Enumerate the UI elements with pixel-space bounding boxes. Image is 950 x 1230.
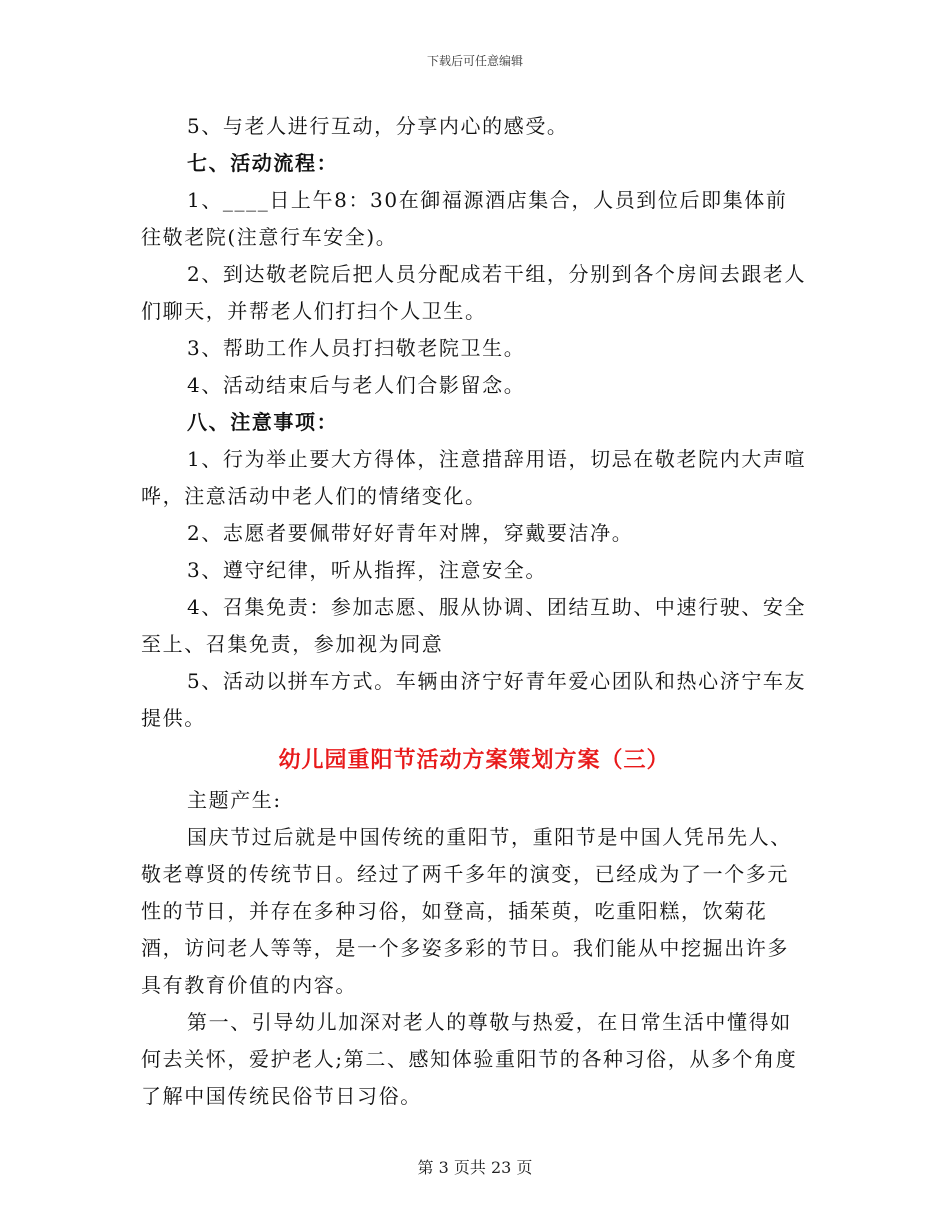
document-title: 幼儿园重阳节活动方案策划方案（三） xyxy=(278,747,670,773)
document-body xyxy=(141,108,807,1115)
flow-item-2: 2、到达敬老院后把人员分配成若干组，分别到各个房间去跟老人们聊天，并帮老人们打扫个人卫生。 xyxy=(141,262,807,323)
page-number: 第 3 页共 23 页 xyxy=(417,1158,533,1177)
flow-item-4: 4、活动结束后与老人们合影留念。 xyxy=(187,373,526,397)
paragraph-item-5: 5、与老人进行互动，分享内心的感受。 xyxy=(187,114,569,138)
body-paragraph-2: 第一、引导幼儿加深对老人的尊敬与热爱，在日常生活中懂得如何去关怀，爱护老人;第二、感知体验重阳节的各种习俗，从多个角度了解中国传统民俗节日习俗。 xyxy=(141,1010,798,1108)
note-item-5: 5、活动以拼车方式。车辆由济宁好青年爱心团队和热心济宁车友提供。 xyxy=(141,669,807,730)
flow-item-3: 3、帮助工作人员打扫敬老院卫生。 xyxy=(187,336,526,360)
section-heading-7: 七、活动流程： xyxy=(187,151,339,175)
note-item-4: 4、召集免责：参加志愿、服从协调、团结互助、中速行驶、安全至上、召集免责，参加视为同意 xyxy=(141,595,807,656)
header-note: 下载后可任意编辑 xyxy=(426,54,523,68)
subheading: 主题产生: xyxy=(187,788,282,812)
section-heading-8: 八、注意事项： xyxy=(187,410,339,434)
note-item-1: 1、行为举止要大方得体，注意措辞用语，切忌在敬老院内大声喧哗，注意活动中老人们的情绪变化。 xyxy=(141,447,807,508)
note-item-2: 2、志愿者要佩带好好青年对牌，穿戴要洁净。 xyxy=(187,521,634,545)
note-item-3: 3、遵守纪律，听从指挥，注意安全。 xyxy=(187,558,547,582)
body-paragraph-1: 国庆节过后就是中国传统的重阳节，重阳节是中国人凭吊先人、敬老尊贤的传统节日。经过了两千多年的演变，已经成为了一个多元性的节日，并存在多种习俗，如登高，插茱萸，吃重阳糕，饮菊花酒，访问老人等等，是一个多姿多彩的节日。我们能从中挖掘出许多具有教育价值的内容。 xyxy=(141,825,792,997)
flow-item-1: 1、____日上午8：30在御福源酒店集合，人员到位后即集体前往敬老院(注意行车安全)。 xyxy=(141,188,788,249)
